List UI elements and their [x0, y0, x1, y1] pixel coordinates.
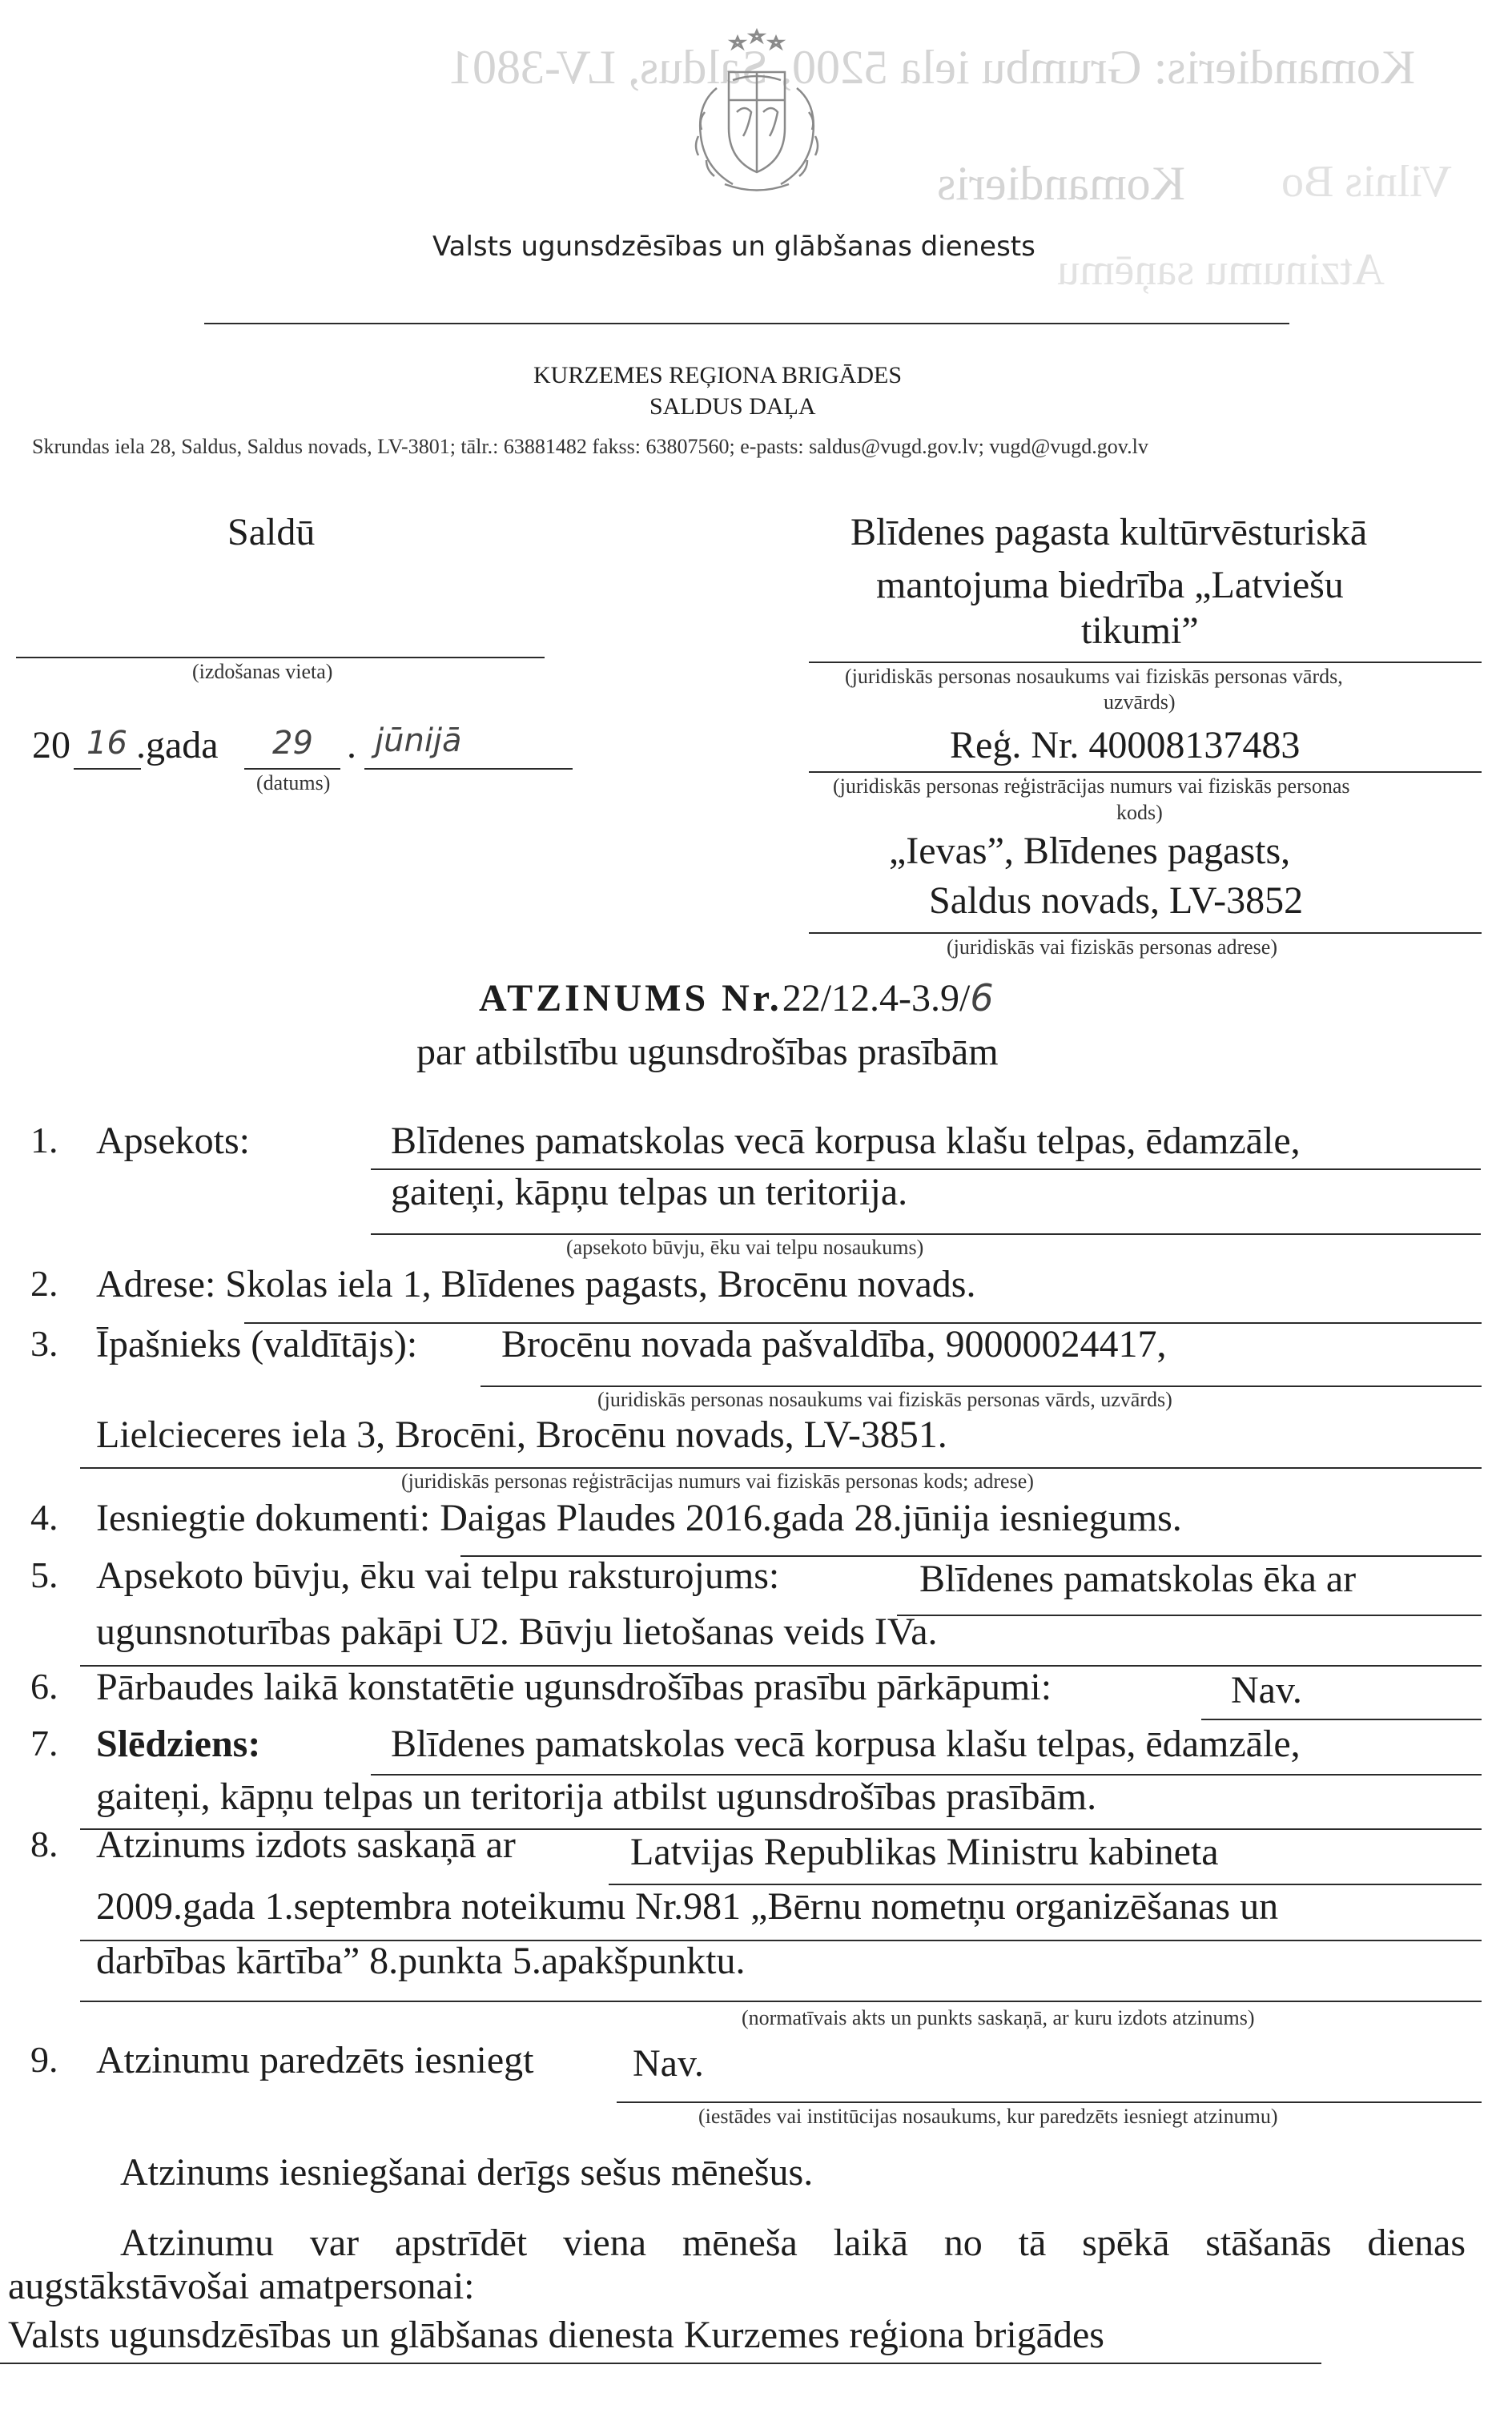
date-caption: (datums) [256, 771, 331, 794]
item-value-line [617, 2101, 1482, 2103]
recipient-reg-caption: (juridiskās personas reģistrācijas numurs vai fiziskās personas [833, 774, 1350, 798]
item-number: 1. [30, 1120, 58, 1160]
brigade-name: KURZEMES REĢIONA BRIGĀDES [533, 362, 903, 388]
bleed-through-line: Komandieris: Grumbu iela 5200, Saldus, LV-3801 [448, 41, 1416, 94]
item-number: 4. [30, 1497, 58, 1538]
item-number: 6. [30, 1666, 58, 1707]
item-value: Nav. [633, 2042, 704, 2085]
validity-note: Atzinums iesniegšanai derīgs sešus mēnešus. [120, 2151, 814, 2194]
item-value-line [897, 1615, 1482, 1616]
item-label: Īpašnieks (valdītājs): [96, 1323, 418, 1365]
agency-name: Valsts ugunsdzēsības un glābšanas dienests [432, 231, 1035, 263]
item-number: 9. [30, 2039, 58, 2080]
appeal-authority: Valsts ugunsdzēsības un glābšanas dienesta Kurzemes reģiona brigādes [8, 2314, 1104, 2356]
coat-of-arms-icon [657, 24, 857, 208]
bleed-through-line: Komandieris [937, 157, 1185, 210]
item-value: Nav. [1231, 1669, 1302, 1711]
item-value-line [80, 1467, 1482, 1469]
item-value: darbības kārtība” 8.punkta 5.apakšpunktu. [96, 1940, 746, 1982]
recipient-address-caption: (juridiskās vai fiziskās personas adrese) [947, 935, 1277, 959]
recipient-name: tikumi” [1081, 609, 1199, 652]
item-label: Apsekots: [96, 1120, 250, 1162]
recipient-reg-line [809, 771, 1482, 773]
item-value: Latvijas Republikas Ministru kabineta [630, 1831, 1219, 1873]
item-label: Pārbaudes laikā konstatētie ugunsdrošības prasību pārkāpumi: [96, 1666, 1052, 1708]
recipient-address: Saldus novads, LV-3852 [929, 879, 1304, 922]
item-number: 2. [30, 1263, 58, 1304]
place-caption: (izdošanas vieta) [192, 660, 333, 683]
item-value-line [80, 2001, 1482, 2002]
item-value: Blīdenes pamatskolas vecā korpusa klašu telpas, ēdamzāle, [391, 1120, 1301, 1162]
item-number: 7. [30, 1723, 58, 1764]
item-value: Lielcieceres iela 3, Brocēni, Brocēnu novads, LV-3851. [96, 1414, 947, 1456]
item-value: 2009.gada 1.septembra noteikumu Nr.981 „Bērnu nometņu organizēšanas un [96, 1885, 1279, 1928]
contact-line: Skrundas iela 28, Saldus, Saldus novads, LV-3801; tālr.: 63881482 fakss: 63807560; e-pasts: saldus@vugd.gov.lv; vugd@vugd.gov.lv [32, 435, 1148, 458]
title-handwritten-number: 6 [970, 976, 994, 1020]
appeal-note [120, 2221, 1466, 2265]
recipient-name-caption: (juridiskās personas nosaukums vai fiziskās personas vārds, [845, 665, 1343, 688]
recipient-address: „Ievas”, Blīdenes pagasts, [889, 830, 1291, 872]
date-month: jūnijā [375, 722, 462, 759]
item-text: Adrese: Skolas iela 1, Blīdenes pagasts, Brocēnu novads. [96, 1263, 976, 1305]
item-value: gaiteņi, kāpņu telpas un teritorija atbilst ugunsdrošības prasībām. [96, 1776, 1097, 1818]
document-title [479, 976, 994, 1020]
date-day: 29 [272, 725, 313, 762]
recipient-address-line [809, 932, 1482, 934]
issue-place: Saldū [227, 511, 316, 553]
date-dot: . [347, 724, 356, 766]
item-caption: (iestādes vai institūcijas nosaukums, kur paredzēts iesniegt atzinumu) [698, 2105, 1278, 2128]
date-gada-label: .gada [136, 724, 219, 766]
recipient-name: Blīdenes pagasta kultūrvēsturiskā [850, 511, 1368, 553]
recipient-name-caption: uzvārds) [1104, 690, 1176, 714]
item-number: 5. [30, 1554, 58, 1595]
item-number: 3. [30, 1323, 58, 1364]
item-value: Blīdenes pamatskolas ēka ar [919, 1558, 1357, 1600]
date-year: 16 [86, 725, 127, 762]
item-value: Blīdenes pamatskolas vecā korpusa klašu telpas, ēdamzāle, [391, 1723, 1301, 1765]
appeal-note: augstākstāvošai amatpersonai: [8, 2265, 475, 2307]
bleed-through-line: Atzinumu saņēmu [1057, 245, 1385, 295]
item-caption: (apsekoto būvju, ēku vai telpu nosaukums) [566, 1236, 924, 1259]
document-subtitle: par atbilstību ugunsdrošības prasībām [416, 1031, 999, 1073]
item-label: Slēdziens: [96, 1723, 261, 1765]
place-line [16, 657, 545, 658]
title-number: 22/12.4-3.9/ [782, 977, 971, 1020]
item-label: Atzinumu paredzēts iesniegt [96, 2039, 534, 2081]
header-divider [204, 323, 1289, 324]
date-day-line [244, 768, 340, 770]
item-value: Brocēnu novada pašvaldība, 90000024417, [501, 1323, 1167, 1365]
item-value-line [1201, 1719, 1482, 1720]
item-label: Apsekoto būvju, ēku vai telpu raksturojums: [96, 1554, 780, 1597]
recipient-name-line [809, 662, 1482, 663]
item-caption: (normatīvais akts un punkts saskaņā, ar kuru izdots atzinums) [742, 2006, 1255, 2029]
recipient-name: mantojuma biedrība „Latviešu [876, 564, 1344, 606]
item-value-line [481, 1385, 1482, 1387]
item-caption: (juridiskās personas nosaukums vai fiziskās personas vārds, uzvārds) [597, 1388, 1172, 1411]
recipient-reg-caption: kods) [1116, 801, 1163, 824]
bleed-through-line: Vilnis Bo [1281, 157, 1452, 207]
date-year-line [74, 768, 141, 770]
appeal-text: Atzinumu var apstrīdēt viena mēneša laikā no tā spēkā stāšanās dienas [120, 2222, 1466, 2264]
item-value: ugunsnoturības pakāpi U2. Būvju lietošanas veids IVa. [96, 1611, 938, 1653]
recipient-reg-number: Reģ. Nr. 40008137483 [950, 724, 1301, 766]
item-label: Atzinums izdots saskaņā ar [96, 1824, 516, 1866]
item-number: 8. [30, 1824, 58, 1864]
appeal-authority-line [0, 2363, 1321, 2364]
division-name: SALDUS DAĻA [649, 393, 816, 420]
date-month-line [364, 768, 573, 770]
item-text: Iesniegtie dokumenti: Daigas Plaudes 2016.gada 28.jūnija iesniegums. [96, 1497, 1182, 1539]
item-value: gaiteņi, kāpņu telpas un teritorija. [391, 1171, 908, 1213]
item-value-line [371, 1233, 1481, 1235]
title-label: ATZINUMS Nr. [479, 977, 782, 1020]
date-prefix: 20 [32, 724, 70, 766]
item-caption: (juridiskās personas reģistrācijas numurs vai fiziskās personas kods; adrese) [401, 1470, 1034, 1493]
